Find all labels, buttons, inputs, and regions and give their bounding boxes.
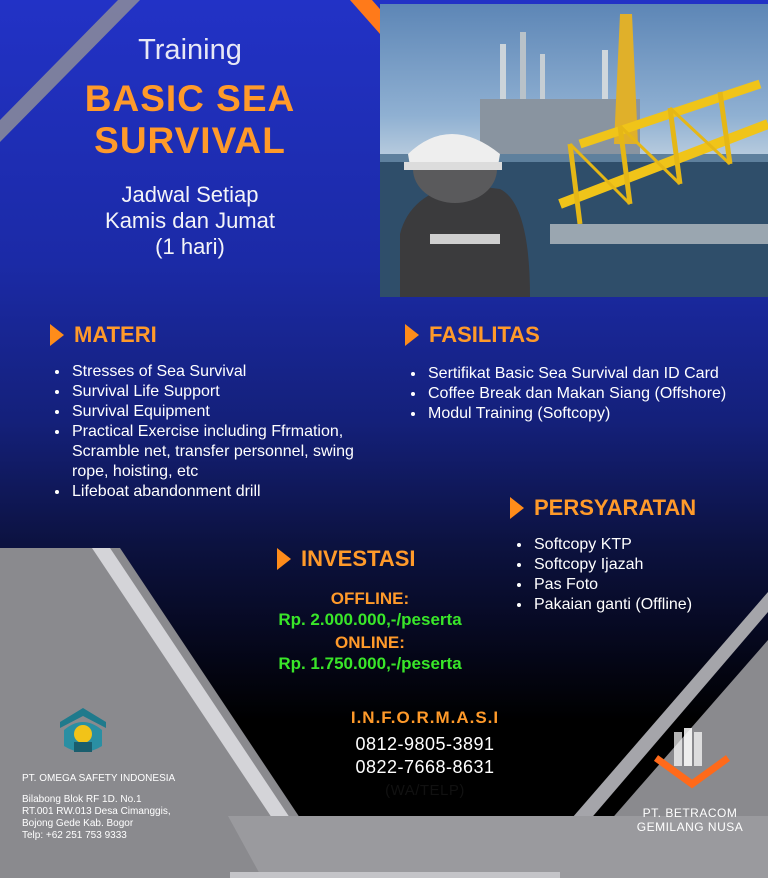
- offline-price: Rp. 2.000.000,-/peserta: [278, 610, 462, 629]
- betracom-name-line1: PT. BETRACOM: [642, 806, 738, 820]
- phone-number-2[interactable]: 0822-7668-8631: [355, 757, 495, 777]
- list-item: • Survival Equipment: [70, 402, 390, 422]
- online-price: Rp. 1.750.000,-/peserta: [278, 654, 462, 673]
- list-item: • Softcopy KTP: [532, 535, 762, 555]
- betracom-name-line2: GEMILANG NUSA: [636, 820, 744, 834]
- course-title-line1: BASIC SEA: [84, 78, 296, 119]
- training-label: Training: [138, 34, 242, 66]
- list-item: • Coffee Break dan Makan Siang (Offshore): [426, 384, 736, 404]
- course-title-line2: SURVIVAL: [94, 120, 286, 161]
- list-item: • Practical Exercise including Ffrmation, Scramble net, transfer personnel, swing rope, hoisting, etc: [70, 422, 390, 482]
- omega-name: PT. OMEGA SAFETY INDONESIA: [22, 773, 176, 784]
- offline-label: OFFLINE:: [330, 589, 410, 608]
- list-item: • Survival Life Support: [70, 382, 390, 402]
- omega-address-line3: Bojong Gede Kab. Bogor: [22, 818, 134, 829]
- list-item: • Lifeboat abandonment drill: [70, 482, 390, 502]
- phone-number-1[interactable]: 0812-9805-3891: [355, 734, 495, 754]
- schedule-line3: (1 hari): [155, 234, 225, 259]
- list-item: • Softcopy Ijazah: [532, 555, 762, 575]
- list-item: • Pakaian ganti (Offline): [532, 595, 762, 615]
- schedule-line1: Jadwal Setiap: [121, 182, 259, 207]
- persyaratan-heading-text: PERSYARATAN: [534, 495, 697, 520]
- list-item: • Modul Training (Softcopy): [426, 404, 736, 424]
- omega-logo-icon: [52, 700, 114, 762]
- materi-heading-text: MATERI: [74, 322, 157, 347]
- list-item: • Pas Foto: [532, 575, 762, 595]
- informasi-block: [300, 708, 550, 799]
- omega-address: [22, 794, 252, 842]
- schedule-line2: Kamis dan Jumat: [105, 208, 275, 233]
- online-label: ONLINE:: [335, 633, 405, 652]
- omega-address-line1: Bilabong Blok RF 1D. No.1: [22, 794, 142, 805]
- list-item: • Sertifikat Basic Sea Survival dan ID Card: [426, 364, 736, 384]
- fasilitas-heading-text: FASILITAS: [429, 322, 540, 347]
- betracom-logo-icon: [650, 728, 734, 790]
- betracom-name: [620, 806, 760, 834]
- omega-phone: Telp: +62 251 753 9333: [22, 830, 127, 841]
- investasi-heading-text: INVESTASI: [301, 546, 416, 571]
- omega-address-line2: RT.001 RW.013 Desa Cimanggis,: [22, 806, 171, 817]
- informasi-heading: I.N.F.O.R.M.A.S.I: [350, 708, 500, 727]
- contact-note: (WA/TELP): [385, 782, 465, 799]
- list-item: • Stresses of Sea Survival: [70, 362, 390, 382]
